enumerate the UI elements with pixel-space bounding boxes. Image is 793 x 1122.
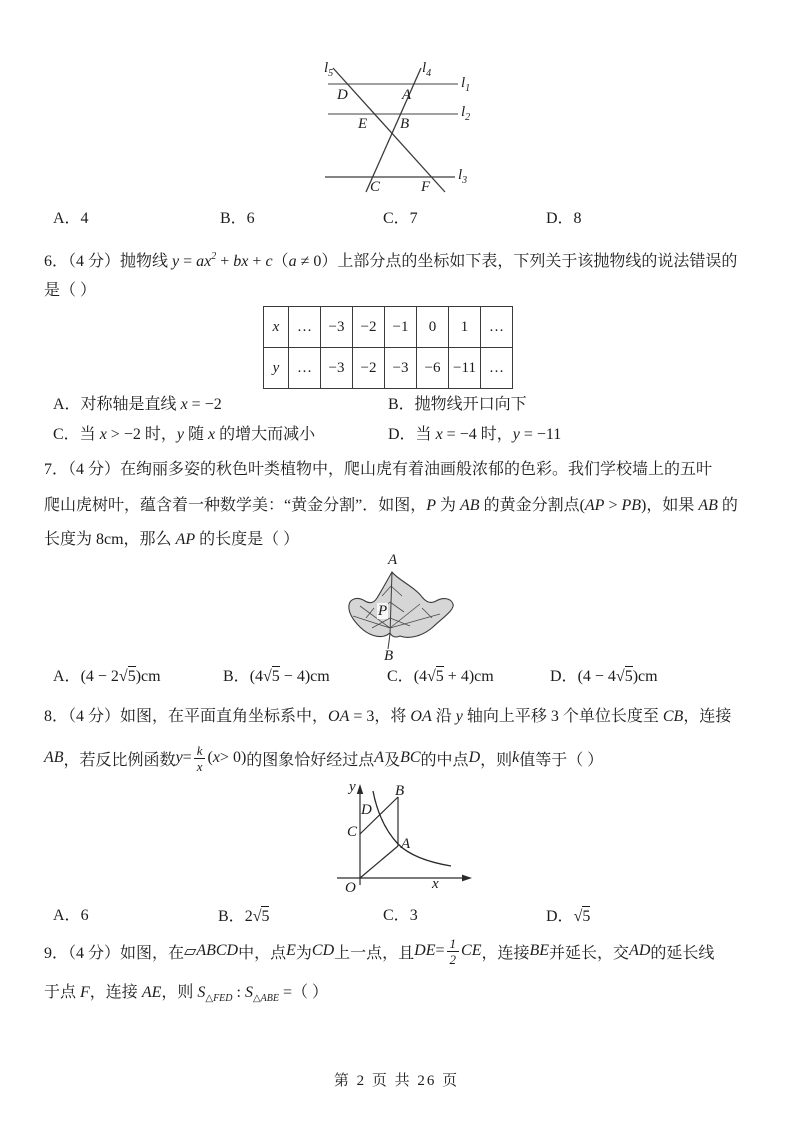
text-run: B． bbox=[218, 908, 245, 925]
q7-text-line2 bbox=[44, 496, 738, 516]
text-run: 的长度是（ ） bbox=[195, 531, 300, 548]
table-cell: −2 bbox=[353, 307, 385, 348]
q7-text-line3 bbox=[44, 530, 299, 550]
text-run: ，则 bbox=[480, 751, 513, 769]
text-run: ）上部分点的坐标如下表，下列关于该抛物线的说法错误的 bbox=[321, 253, 738, 270]
graph-label-y: y bbox=[349, 779, 356, 795]
text-run: 于点 bbox=[44, 984, 81, 1001]
q6-text-line1 bbox=[44, 247, 737, 272]
q9-text-line1 bbox=[44, 933, 714, 969]
text-run: y bbox=[172, 253, 180, 270]
text-run: ( bbox=[207, 749, 213, 766]
text-run: C． bbox=[387, 668, 414, 685]
text-run: x bbox=[99, 426, 107, 443]
text-run: （ bbox=[272, 253, 289, 270]
text-run: = 3 bbox=[349, 708, 375, 725]
label-l1: $l_1$ bbox=[461, 75, 471, 94]
label-point-f: F bbox=[421, 179, 431, 195]
text-run: + bbox=[216, 253, 234, 270]
text-run: D bbox=[468, 749, 481, 766]
radical: √5 bbox=[118, 668, 136, 685]
hyperbola-curve bbox=[373, 791, 451, 866]
text-run: ) bbox=[641, 497, 647, 514]
x-axis-arrow bbox=[462, 875, 472, 882]
text-run: : bbox=[232, 984, 245, 1001]
text-run: = −2 bbox=[187, 396, 222, 413]
text-run: > 0) bbox=[219, 749, 247, 766]
leaf-label-b: B bbox=[384, 648, 394, 664]
text-run: x bbox=[180, 396, 188, 413]
text-run: + 4)cm bbox=[443, 668, 494, 685]
table-cell: −3 bbox=[321, 307, 353, 348]
text-run: S bbox=[244, 984, 253, 1001]
text-run: BE bbox=[529, 942, 550, 959]
q8-option-b bbox=[218, 906, 269, 927]
q8-text-line2 bbox=[44, 740, 603, 776]
page-number-footer: 第 2 页 共 26 页 bbox=[333, 1073, 460, 1089]
table-cell: … bbox=[289, 348, 321, 389]
text-run: A． bbox=[53, 907, 81, 924]
text-run: OA bbox=[328, 708, 350, 725]
text-run: (4 bbox=[413, 668, 428, 685]
q8-option-d bbox=[546, 906, 590, 927]
radical: √5 bbox=[615, 668, 633, 685]
y-axis-arrow bbox=[357, 784, 363, 794]
table-row-y bbox=[264, 348, 513, 389]
label-l4: $l_4$ bbox=[422, 60, 432, 79]
label-point-b: B bbox=[400, 116, 410, 132]
text-run: c bbox=[265, 253, 273, 270]
text-run: E bbox=[286, 942, 296, 959]
table-cell: x bbox=[264, 307, 289, 348]
leaf-outline bbox=[349, 572, 453, 637]
label-l5: $l_5$ bbox=[324, 60, 334, 79]
graph-label-a: A bbox=[401, 836, 411, 852]
text-run: 2 bbox=[244, 908, 253, 925]
fraction: $\frac{k}{x}$ bbox=[194, 744, 206, 773]
table-cell: −1 bbox=[385, 307, 417, 348]
radical: √5 bbox=[263, 668, 280, 685]
text-run: △ABE bbox=[252, 993, 279, 1004]
text-run: △FED bbox=[205, 993, 233, 1004]
text-run: B．抛物线开口向下 bbox=[388, 396, 527, 413]
q7-option-b bbox=[223, 666, 330, 687]
label-point-c: C bbox=[370, 179, 381, 195]
text-run: 的黄金分割点 bbox=[479, 497, 580, 514]
text-run: 9．（4 分）如图，在 bbox=[44, 944, 185, 962]
table-cell: −3 bbox=[321, 348, 353, 389]
label-point-e: E bbox=[358, 116, 368, 132]
text-run: ，如果 bbox=[646, 497, 699, 514]
q5-option-b: B．6 bbox=[220, 210, 255, 227]
text-run: 并延长，交 bbox=[549, 944, 630, 962]
text-run: 的图象恰好经过点 bbox=[246, 751, 375, 769]
text-run: S bbox=[197, 984, 206, 1001]
text-run: − 4)cm bbox=[279, 668, 330, 685]
table-cell: −2 bbox=[353, 348, 385, 389]
text-run: = −4 bbox=[442, 426, 481, 443]
text-run: AP bbox=[584, 497, 605, 514]
text-run: 7．（4 分）在绚丽多姿的秋色叶类植物中，爬山虎有着油画般浓郁的色彩。我们学校墙上的五叶 bbox=[44, 461, 713, 478]
table-cell: −3 bbox=[385, 348, 417, 389]
label-l3: $l_3$ bbox=[458, 167, 468, 186]
text-run: 2 bbox=[211, 251, 217, 262]
text-run: y bbox=[175, 749, 183, 766]
graph-label-origin: O bbox=[345, 880, 356, 896]
text-run: D．当 bbox=[388, 426, 436, 443]
graph-label-b: B bbox=[395, 783, 405, 799]
label-point-a: A bbox=[402, 87, 412, 103]
text-run: 爬山虎树叶，蕴含着一种数学美：“黄金分割”．如图， bbox=[44, 497, 427, 514]
text-run: 是（ ） bbox=[44, 282, 97, 299]
text-run: A．对称轴是直线 bbox=[53, 396, 181, 413]
text-run: 的增大而减小 bbox=[215, 426, 316, 443]
text-run: 的 bbox=[717, 497, 738, 514]
q6-option-c bbox=[53, 425, 315, 445]
text-run: x bbox=[207, 426, 216, 443]
text-run: (4 − 4 bbox=[577, 668, 616, 685]
text-run: 时， bbox=[144, 426, 177, 443]
text-run: 6 bbox=[80, 907, 89, 924]
text-run: ≠ 0 bbox=[296, 253, 322, 270]
graph-label-d: D bbox=[361, 802, 372, 818]
text-run: ▱ bbox=[184, 943, 197, 960]
q9-text-line2 bbox=[44, 983, 328, 1009]
text-run: B． bbox=[223, 668, 250, 685]
q7-option-c bbox=[387, 666, 494, 687]
graph-label-c: C bbox=[347, 824, 358, 840]
text-run: C．当 bbox=[53, 426, 100, 443]
table-row-x bbox=[264, 307, 513, 348]
text-run: ，则 bbox=[161, 984, 198, 1001]
fraction: $\frac{1}{2}$ bbox=[447, 937, 460, 966]
text-run: y bbox=[176, 426, 184, 443]
table-cell: … bbox=[481, 307, 513, 348]
text-run: DE bbox=[414, 942, 436, 959]
text-run: A． bbox=[53, 668, 81, 685]
text-run: CD bbox=[311, 942, 335, 959]
text-run: )cm bbox=[632, 668, 658, 685]
text-run: + bbox=[248, 253, 266, 270]
q7-text-line1 bbox=[44, 460, 712, 480]
q5-option-d: D．8 bbox=[546, 210, 582, 227]
q6-value-table bbox=[263, 306, 513, 389]
text-run: x bbox=[435, 426, 443, 443]
leaf-figure bbox=[344, 566, 459, 650]
q8-text-line1 bbox=[44, 707, 731, 727]
q8-option-a bbox=[53, 906, 89, 926]
text-run: CB bbox=[662, 708, 684, 725]
text-run: (4 − 2 bbox=[80, 668, 119, 685]
text-run: 时， bbox=[480, 426, 513, 443]
text-run: 的延长线 bbox=[650, 944, 715, 962]
text-run: ax bbox=[196, 253, 212, 270]
text-run: ，若反比例函数 bbox=[63, 751, 176, 769]
q6-option-d bbox=[388, 425, 561, 445]
text-run: AE bbox=[141, 984, 162, 1001]
q7-option-d bbox=[550, 666, 658, 687]
text-run: AP bbox=[175, 531, 196, 548]
text-run: > −2 bbox=[106, 426, 145, 443]
text-run: 8．（4 分）如图，在平面直角坐标系中， bbox=[44, 708, 329, 725]
text-run: 沿 bbox=[431, 708, 456, 725]
text-run: OA bbox=[410, 708, 432, 725]
table-cell: −11 bbox=[449, 348, 481, 389]
text-run: 上一点，且 bbox=[334, 944, 415, 962]
table-cell: … bbox=[289, 307, 321, 348]
text-run: =（ ） bbox=[278, 984, 329, 1001]
text-run: 长度为 8cm，那么 bbox=[44, 531, 176, 548]
text-run: k bbox=[512, 749, 520, 766]
text-run: y bbox=[512, 426, 520, 443]
text-run: ，连接 bbox=[481, 944, 530, 962]
text-run: AB bbox=[698, 497, 718, 514]
text-run: 为 bbox=[295, 944, 312, 962]
text-run: A bbox=[374, 749, 385, 766]
text-run: ，将 bbox=[374, 708, 411, 725]
q6-option-b bbox=[388, 395, 527, 415]
q7-option-a bbox=[53, 666, 161, 687]
text-run: y bbox=[455, 708, 463, 725]
label-l2: $l_2$ bbox=[461, 104, 471, 123]
q6-option-a bbox=[53, 395, 222, 415]
graph-label-x: x bbox=[432, 876, 439, 892]
text-run: AD bbox=[629, 942, 651, 959]
text-run: bx bbox=[233, 253, 249, 270]
text-run: D． bbox=[546, 908, 574, 925]
text-run: = −11 bbox=[519, 426, 562, 443]
text-run: = bbox=[179, 253, 197, 270]
text-run: 随 bbox=[183, 426, 208, 443]
text-run: ABCD bbox=[196, 942, 239, 959]
leaf-label-p: P bbox=[378, 603, 388, 619]
q5-option-a: A．4 bbox=[53, 210, 89, 227]
text-run: 的中点 bbox=[420, 751, 469, 769]
radical: √5 bbox=[573, 908, 591, 925]
text-run: P bbox=[426, 497, 436, 514]
q8-option-c bbox=[383, 906, 418, 926]
text-run: = bbox=[435, 942, 445, 959]
text-run: 中，点 bbox=[238, 944, 287, 962]
text-run: ( bbox=[579, 497, 585, 514]
table-cell: 0 bbox=[417, 307, 449, 348]
line-l4 bbox=[366, 68, 421, 192]
radical: √5 bbox=[427, 668, 444, 685]
text-run: 及 bbox=[384, 751, 401, 769]
text-run: D． bbox=[550, 668, 578, 685]
table-cell: … bbox=[481, 348, 513, 389]
text-run: C． bbox=[383, 907, 410, 924]
text-run: 6．（4 分）抛物线 bbox=[44, 253, 173, 270]
radical: √5 bbox=[252, 908, 270, 925]
q5-option-c: C．7 bbox=[383, 210, 418, 227]
table-cell: 1 bbox=[449, 307, 481, 348]
text-run: AB bbox=[460, 497, 480, 514]
label-point-d: D bbox=[337, 87, 348, 103]
text-run: a bbox=[288, 253, 297, 270]
text-run: ，连接 bbox=[89, 984, 142, 1001]
text-run: 为 bbox=[436, 497, 461, 514]
line-l5 bbox=[333, 68, 445, 192]
text-run: 3 bbox=[409, 907, 418, 924]
table-cell: y bbox=[264, 348, 289, 389]
text-run: AB bbox=[44, 749, 64, 766]
text-run: ，连接 bbox=[683, 708, 732, 725]
text-run: CE bbox=[461, 942, 482, 959]
text-run: (4 bbox=[249, 668, 264, 685]
text-run: BC bbox=[400, 749, 421, 766]
text-run: x bbox=[212, 749, 220, 766]
text-run: PB bbox=[621, 497, 642, 514]
text-run: > bbox=[604, 497, 622, 514]
text-run: = bbox=[182, 749, 192, 766]
text-run: F bbox=[80, 984, 90, 1001]
table-cell: −6 bbox=[417, 348, 449, 389]
text-run: 轴向上平移 3 个单位长度至 bbox=[462, 708, 663, 725]
q6-text-line2 bbox=[44, 281, 96, 301]
leaf-label-a: A bbox=[388, 552, 398, 568]
text-run: )cm bbox=[135, 668, 161, 685]
segment-oa bbox=[360, 846, 398, 878]
text-run: 值等于（ ） bbox=[519, 751, 604, 769]
